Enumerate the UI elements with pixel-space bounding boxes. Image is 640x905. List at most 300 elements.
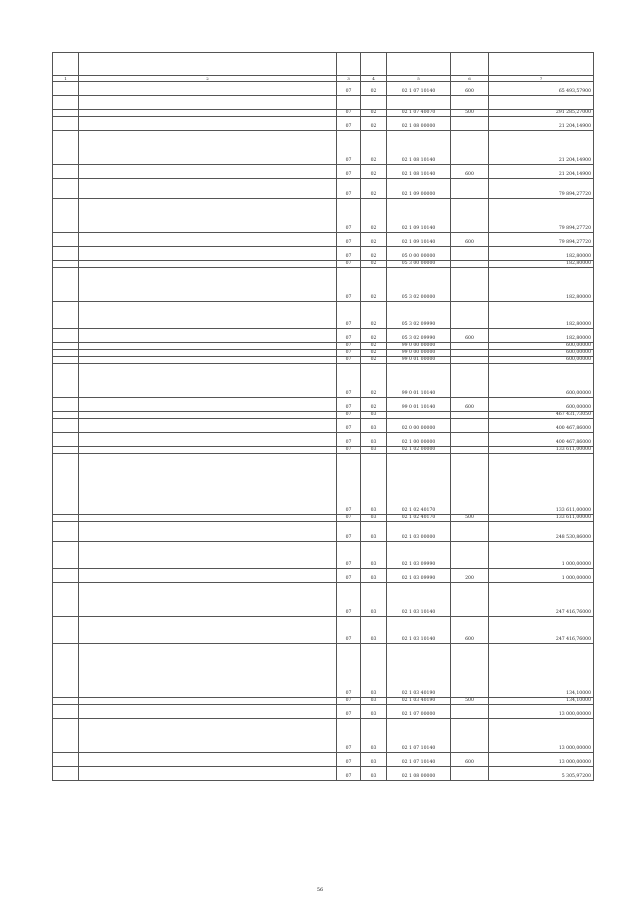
expense-type-cell: 500 xyxy=(451,110,489,117)
amount-cell: 134,10000 xyxy=(489,698,594,705)
section-cell: 07 xyxy=(337,698,361,705)
target-article-cell: 99 0 00 00000 xyxy=(387,350,451,357)
table-row xyxy=(53,233,594,247)
row-number-cell xyxy=(53,117,79,131)
target-article-cell xyxy=(387,96,451,110)
amount-cell: 600,00000 xyxy=(489,357,594,364)
table-row xyxy=(53,268,594,302)
subsection-cell: 03 xyxy=(361,753,387,767)
row-number-cell xyxy=(53,698,79,705)
amount-cell: 400 467,86000 xyxy=(489,433,594,447)
target-article-cell: 02 1 03 10140 xyxy=(387,617,451,644)
column-number: 3 xyxy=(337,76,361,82)
item-name-cell xyxy=(79,767,337,781)
section-cell: 07 xyxy=(337,268,361,302)
expense-type-cell xyxy=(451,302,489,329)
subsection-cell: 03 xyxy=(361,767,387,781)
section-cell: 07 xyxy=(337,617,361,644)
row-number-cell xyxy=(53,753,79,767)
expense-type-cell xyxy=(451,247,489,261)
subsection-cell: 02 xyxy=(361,261,387,268)
section-cell: 07 xyxy=(337,583,361,617)
subsection-cell: 02 xyxy=(361,179,387,199)
row-number-cell xyxy=(53,542,79,569)
expense-type-cell xyxy=(451,644,489,698)
table-row xyxy=(53,357,594,364)
amount-cell: 600,00000 xyxy=(489,343,594,350)
table-row xyxy=(53,753,594,767)
table-row xyxy=(53,698,594,705)
row-number-cell xyxy=(53,705,79,719)
subsection-cell: 02 xyxy=(361,350,387,357)
subsection-cell: 02 xyxy=(361,110,387,117)
item-name-cell xyxy=(79,522,337,542)
item-name-cell xyxy=(79,247,337,261)
item-name-cell xyxy=(79,110,337,117)
header-name xyxy=(79,53,337,76)
expense-type-cell xyxy=(451,131,489,165)
subsection-cell: 02 xyxy=(361,82,387,96)
expense-type-cell xyxy=(451,412,489,419)
column-number: 1 xyxy=(53,76,79,82)
target-article-cell: 02 0 00 00000 xyxy=(387,419,451,433)
expense-type-cell xyxy=(451,705,489,719)
table-row xyxy=(53,583,594,617)
section-cell: 07 xyxy=(337,398,361,412)
table-row xyxy=(53,165,594,179)
table-row xyxy=(53,199,594,233)
table-row xyxy=(53,767,594,781)
target-article-cell: 02 1 03 10140 xyxy=(387,583,451,617)
target-article-cell: 02 1 09 10140 xyxy=(387,233,451,247)
section-cell: 07 xyxy=(337,419,361,433)
section-cell: 07 xyxy=(337,412,361,419)
section-cell: 07 xyxy=(337,110,361,117)
amount-cell: 13 000,00000 xyxy=(489,705,594,719)
row-number-cell xyxy=(53,131,79,165)
expense-type-cell xyxy=(451,542,489,569)
amount-cell: 13 000,00000 xyxy=(489,719,594,753)
target-article-cell: 02 1 00 00000 xyxy=(387,433,451,447)
amount-cell: 248 530,86000 xyxy=(489,522,594,542)
amount-cell: 1 000,00000 xyxy=(489,569,594,583)
expense-type-cell xyxy=(451,522,489,542)
item-name-cell xyxy=(79,117,337,131)
item-name-cell xyxy=(79,199,337,233)
expense-type-cell: 600 xyxy=(451,82,489,96)
row-number-cell xyxy=(53,96,79,110)
amount-cell: 5 305,97200 xyxy=(489,767,594,781)
subsection-cell: 03 xyxy=(361,515,387,522)
table-row xyxy=(53,447,594,454)
section-cell: 07 xyxy=(337,261,361,268)
target-article-cell: 02 1 02 40170 xyxy=(387,454,451,515)
amount-cell: 247 416,76000 xyxy=(489,583,594,617)
row-number-cell xyxy=(53,419,79,433)
expense-type-cell: 600 xyxy=(451,165,489,179)
subsection-cell: 02 xyxy=(361,329,387,343)
target-article-cell: 02 1 03 09990 xyxy=(387,569,451,583)
row-number-cell xyxy=(53,261,79,268)
item-name-cell xyxy=(79,719,337,753)
amount-cell: 133 611,00000 xyxy=(489,447,594,454)
section-cell: 07 xyxy=(337,329,361,343)
item-name-cell xyxy=(79,364,337,398)
expense-type-cell: 600 xyxy=(451,753,489,767)
header-row-number xyxy=(53,53,79,76)
amount-cell: 182,80000 xyxy=(489,261,594,268)
expense-type-cell xyxy=(451,199,489,233)
section-cell: 07 xyxy=(337,350,361,357)
item-name-cell xyxy=(79,583,337,617)
expense-type-cell xyxy=(451,767,489,781)
expense-type-cell xyxy=(451,343,489,350)
amount-cell: 21 204,14900 xyxy=(489,131,594,165)
row-number-cell xyxy=(53,233,79,247)
item-name-cell xyxy=(79,357,337,364)
table-row xyxy=(53,398,594,412)
expense-type-cell xyxy=(451,433,489,447)
subsection-cell: 03 xyxy=(361,569,387,583)
section-cell: 07 xyxy=(337,515,361,522)
amount-cell: 291 285,27000 xyxy=(489,110,594,117)
row-number-cell xyxy=(53,247,79,261)
row-number-cell xyxy=(53,329,79,343)
target-article-cell: 02 1 07 00000 xyxy=(387,705,451,719)
amount-cell: 182,80000 xyxy=(489,268,594,302)
amount-cell: 600,00000 xyxy=(489,364,594,398)
section-cell: 07 xyxy=(337,522,361,542)
item-name-cell xyxy=(79,179,337,199)
item-name-cell xyxy=(79,329,337,343)
subsection-cell: 02 xyxy=(361,199,387,233)
item-name-cell xyxy=(79,542,337,569)
target-article-cell: 99 0 01 10140 xyxy=(387,364,451,398)
amount-cell: 182,80000 xyxy=(489,247,594,261)
row-number-cell xyxy=(53,454,79,515)
amount-cell xyxy=(489,96,594,110)
subsection-cell: 03 xyxy=(361,522,387,542)
expense-type-cell: 600 xyxy=(451,398,489,412)
subsection-cell: 02 xyxy=(361,117,387,131)
expense-type-cell xyxy=(451,96,489,110)
row-number-cell xyxy=(53,644,79,698)
amount-cell: 182,80000 xyxy=(489,329,594,343)
target-article-cell: 02 1 09 00000 xyxy=(387,179,451,199)
item-name-cell xyxy=(79,569,337,583)
row-number-cell xyxy=(53,515,79,522)
table-row xyxy=(53,419,594,433)
column-number: 7 xyxy=(489,76,594,82)
amount-cell: 133 611,00000 xyxy=(489,454,594,515)
section-cell: 07 xyxy=(337,131,361,165)
section-cell: 07 xyxy=(337,719,361,753)
subsection-cell: 03 xyxy=(361,433,387,447)
section-cell: 07 xyxy=(337,454,361,515)
page-number: 56 xyxy=(316,887,324,893)
target-article-cell: 02 1 03 40190 xyxy=(387,698,451,705)
target-article-cell: 02 1 07 10140 xyxy=(387,753,451,767)
table-body xyxy=(53,82,594,781)
section-cell: 07 xyxy=(337,644,361,698)
amount-cell: 467 431,73050 xyxy=(489,412,594,419)
section-cell: 07 xyxy=(337,569,361,583)
item-name-cell xyxy=(79,454,337,515)
table-row xyxy=(53,719,594,753)
section-cell: 07 xyxy=(337,82,361,96)
amount-cell: 600,00000 xyxy=(489,398,594,412)
header-amount xyxy=(489,53,594,76)
subsection-cell: 03 xyxy=(361,698,387,705)
target-article-cell: 02 1 08 00000 xyxy=(387,117,451,131)
item-name-cell xyxy=(79,447,337,454)
subsection-cell: 02 xyxy=(361,398,387,412)
item-name-cell xyxy=(79,412,337,419)
expense-type-cell xyxy=(451,268,489,302)
table-row xyxy=(53,433,594,447)
table-row xyxy=(53,522,594,542)
expense-type-cell: 200 xyxy=(451,569,489,583)
row-number-cell xyxy=(53,82,79,96)
row-number-cell xyxy=(53,569,79,583)
table-row xyxy=(53,131,594,165)
subsection-cell: 03 xyxy=(361,617,387,644)
subsection-cell: 03 xyxy=(361,705,387,719)
table-row xyxy=(53,350,594,357)
table-row xyxy=(53,705,594,719)
item-name-cell xyxy=(79,233,337,247)
expense-type-cell xyxy=(451,419,489,433)
section-cell: 07 xyxy=(337,364,361,398)
amount-cell: 79 894,27720 xyxy=(489,179,594,199)
section-cell: 07 xyxy=(337,705,361,719)
section-cell: 07 xyxy=(337,753,361,767)
target-article-cell: 02 1 03 09990 xyxy=(387,542,451,569)
item-name-cell xyxy=(79,698,337,705)
row-number-cell xyxy=(53,268,79,302)
table-row xyxy=(53,343,594,350)
expense-type-cell xyxy=(451,117,489,131)
column-number: 4 xyxy=(361,76,387,82)
section-cell: 07 xyxy=(337,343,361,350)
table-row xyxy=(53,110,594,117)
item-name-cell xyxy=(79,96,337,110)
target-article-cell: 99 0 01 10140 xyxy=(387,398,451,412)
amount-cell: 133 611,00000 xyxy=(489,515,594,522)
expense-type-cell xyxy=(451,364,489,398)
subsection-cell xyxy=(361,96,387,110)
target-article-cell: 05 3 02 09990 xyxy=(387,329,451,343)
item-name-cell xyxy=(79,343,337,350)
row-number-cell xyxy=(53,110,79,117)
expense-type-cell xyxy=(451,357,489,364)
subsection-cell: 03 xyxy=(361,419,387,433)
target-article-cell: 02 1 07 10140 xyxy=(387,719,451,753)
expense-type-cell xyxy=(451,447,489,454)
item-name-cell xyxy=(79,705,337,719)
target-article-cell xyxy=(387,412,451,419)
target-article-cell: 05 3 02 00000 xyxy=(387,268,451,302)
table-row xyxy=(53,569,594,583)
item-name-cell xyxy=(79,617,337,644)
expense-type-cell xyxy=(451,179,489,199)
item-name-cell xyxy=(79,261,337,268)
table-row xyxy=(53,364,594,398)
target-article-cell: 99 0 00 00000 xyxy=(387,343,451,350)
subsection-cell: 02 xyxy=(361,131,387,165)
subsection-cell: 02 xyxy=(361,357,387,364)
row-number-cell xyxy=(53,583,79,617)
item-name-cell xyxy=(79,433,337,447)
amount-cell: 79 894,27720 xyxy=(489,199,594,233)
subsection-cell: 02 xyxy=(361,233,387,247)
section-cell: 07 xyxy=(337,357,361,364)
subsection-cell: 02 xyxy=(361,364,387,398)
target-article-cell: 02 1 08 10140 xyxy=(387,131,451,165)
table-row xyxy=(53,515,594,522)
table-row xyxy=(53,644,594,698)
amount-cell: 79 894,27720 xyxy=(489,233,594,247)
amount-cell: 600,00000 xyxy=(489,350,594,357)
table-row xyxy=(53,117,594,131)
subsection-cell: 03 xyxy=(361,719,387,753)
amount-cell: 1 000,00000 xyxy=(489,542,594,569)
section-cell: 07 xyxy=(337,165,361,179)
target-article-cell: 05 3 00 00000 xyxy=(387,261,451,268)
table-row xyxy=(53,247,594,261)
row-number-cell xyxy=(53,199,79,233)
subsection-cell: 03 xyxy=(361,412,387,419)
row-number-cell xyxy=(53,433,79,447)
target-article-cell: 02 1 08 10140 xyxy=(387,165,451,179)
expense-type-cell: 600 xyxy=(451,617,489,644)
expense-type-cell xyxy=(451,350,489,357)
expense-type-cell xyxy=(451,454,489,515)
expense-type-cell: 500 xyxy=(451,698,489,705)
row-number-cell xyxy=(53,412,79,419)
item-name-cell xyxy=(79,131,337,165)
table-row xyxy=(53,617,594,644)
amount-cell: 182,80000 xyxy=(489,302,594,329)
section-cell xyxy=(337,96,361,110)
item-name-cell xyxy=(79,515,337,522)
header-row xyxy=(53,53,594,76)
column-number: 5 xyxy=(387,76,451,82)
target-article-cell: 02 1 08 00000 xyxy=(387,767,451,781)
target-article-cell: 02 1 09 10140 xyxy=(387,199,451,233)
section-cell: 07 xyxy=(337,247,361,261)
row-number-cell xyxy=(53,302,79,329)
table-row xyxy=(53,302,594,329)
row-number-cell xyxy=(53,719,79,753)
subsection-cell: 03 xyxy=(361,447,387,454)
subsection-cell: 03 xyxy=(361,644,387,698)
item-name-cell xyxy=(79,302,337,329)
section-cell: 07 xyxy=(337,433,361,447)
table-row xyxy=(53,179,594,199)
header-target-article xyxy=(387,53,451,76)
table-row xyxy=(53,412,594,419)
row-number-cell xyxy=(53,165,79,179)
amount-cell: 13 000,00000 xyxy=(489,753,594,767)
amount-cell: 21 204,14900 xyxy=(489,165,594,179)
column-number: 6 xyxy=(451,76,489,82)
amount-cell: 400 467,86000 xyxy=(489,419,594,433)
subsection-cell: 02 xyxy=(361,247,387,261)
subsection-cell: 02 xyxy=(361,343,387,350)
target-article-cell: 05 3 02 09990 xyxy=(387,302,451,329)
item-name-cell xyxy=(79,350,337,357)
target-article-cell: 99 0 01 00000 xyxy=(387,357,451,364)
subsection-cell: 02 xyxy=(361,268,387,302)
section-cell: 07 xyxy=(337,767,361,781)
expense-type-cell: 600 xyxy=(451,329,489,343)
section-cell: 07 xyxy=(337,117,361,131)
header-section xyxy=(337,53,361,76)
subsection-cell: 03 xyxy=(361,583,387,617)
table-row xyxy=(53,96,594,110)
row-number-cell xyxy=(53,364,79,398)
budget-table xyxy=(52,52,594,781)
subsection-cell: 02 xyxy=(361,302,387,329)
section-cell: 07 xyxy=(337,179,361,199)
table-row xyxy=(53,542,594,569)
target-article-cell: 02 1 03 00000 xyxy=(387,522,451,542)
row-number-cell xyxy=(53,343,79,350)
item-name-cell xyxy=(79,268,337,302)
section-cell: 07 xyxy=(337,302,361,329)
row-number-cell xyxy=(53,357,79,364)
expense-type-cell: 600 xyxy=(451,233,489,247)
table-row xyxy=(53,329,594,343)
table-row xyxy=(53,261,594,268)
target-article-cell: 02 1 02 40170 xyxy=(387,515,451,522)
header-subsection xyxy=(361,53,387,76)
target-article-cell: 02 1 07 10140 xyxy=(387,82,451,96)
target-article-cell: 05 0 00 00000 xyxy=(387,247,451,261)
item-name-cell xyxy=(79,644,337,698)
section-cell: 07 xyxy=(337,199,361,233)
section-cell: 07 xyxy=(337,542,361,569)
amount-cell: 247 416,76000 xyxy=(489,617,594,644)
target-article-cell: 02 1 03 40190 xyxy=(387,644,451,698)
item-name-cell xyxy=(79,398,337,412)
expense-type-cell xyxy=(451,583,489,617)
item-name-cell xyxy=(79,82,337,96)
subsection-cell: 03 xyxy=(361,542,387,569)
amount-cell: 65 493,57900 xyxy=(489,82,594,96)
row-number-cell xyxy=(53,447,79,454)
subsection-cell: 02 xyxy=(361,165,387,179)
expense-type-cell xyxy=(451,261,489,268)
subsection-cell: 03 xyxy=(361,454,387,515)
row-number-cell xyxy=(53,522,79,542)
header-expense-type xyxy=(451,53,489,76)
amount-cell: 21 204,14900 xyxy=(489,117,594,131)
item-name-cell xyxy=(79,419,337,433)
column-number: 2 xyxy=(79,76,337,82)
row-number-cell xyxy=(53,617,79,644)
table-row xyxy=(53,82,594,96)
target-article-cell: 02 1 07 40070 xyxy=(387,110,451,117)
section-cell: 07 xyxy=(337,447,361,454)
amount-cell: 134,10000 xyxy=(489,644,594,698)
row-number-cell xyxy=(53,179,79,199)
item-name-cell xyxy=(79,753,337,767)
row-number-cell xyxy=(53,398,79,412)
expense-type-cell xyxy=(451,719,489,753)
section-cell: 07 xyxy=(337,233,361,247)
